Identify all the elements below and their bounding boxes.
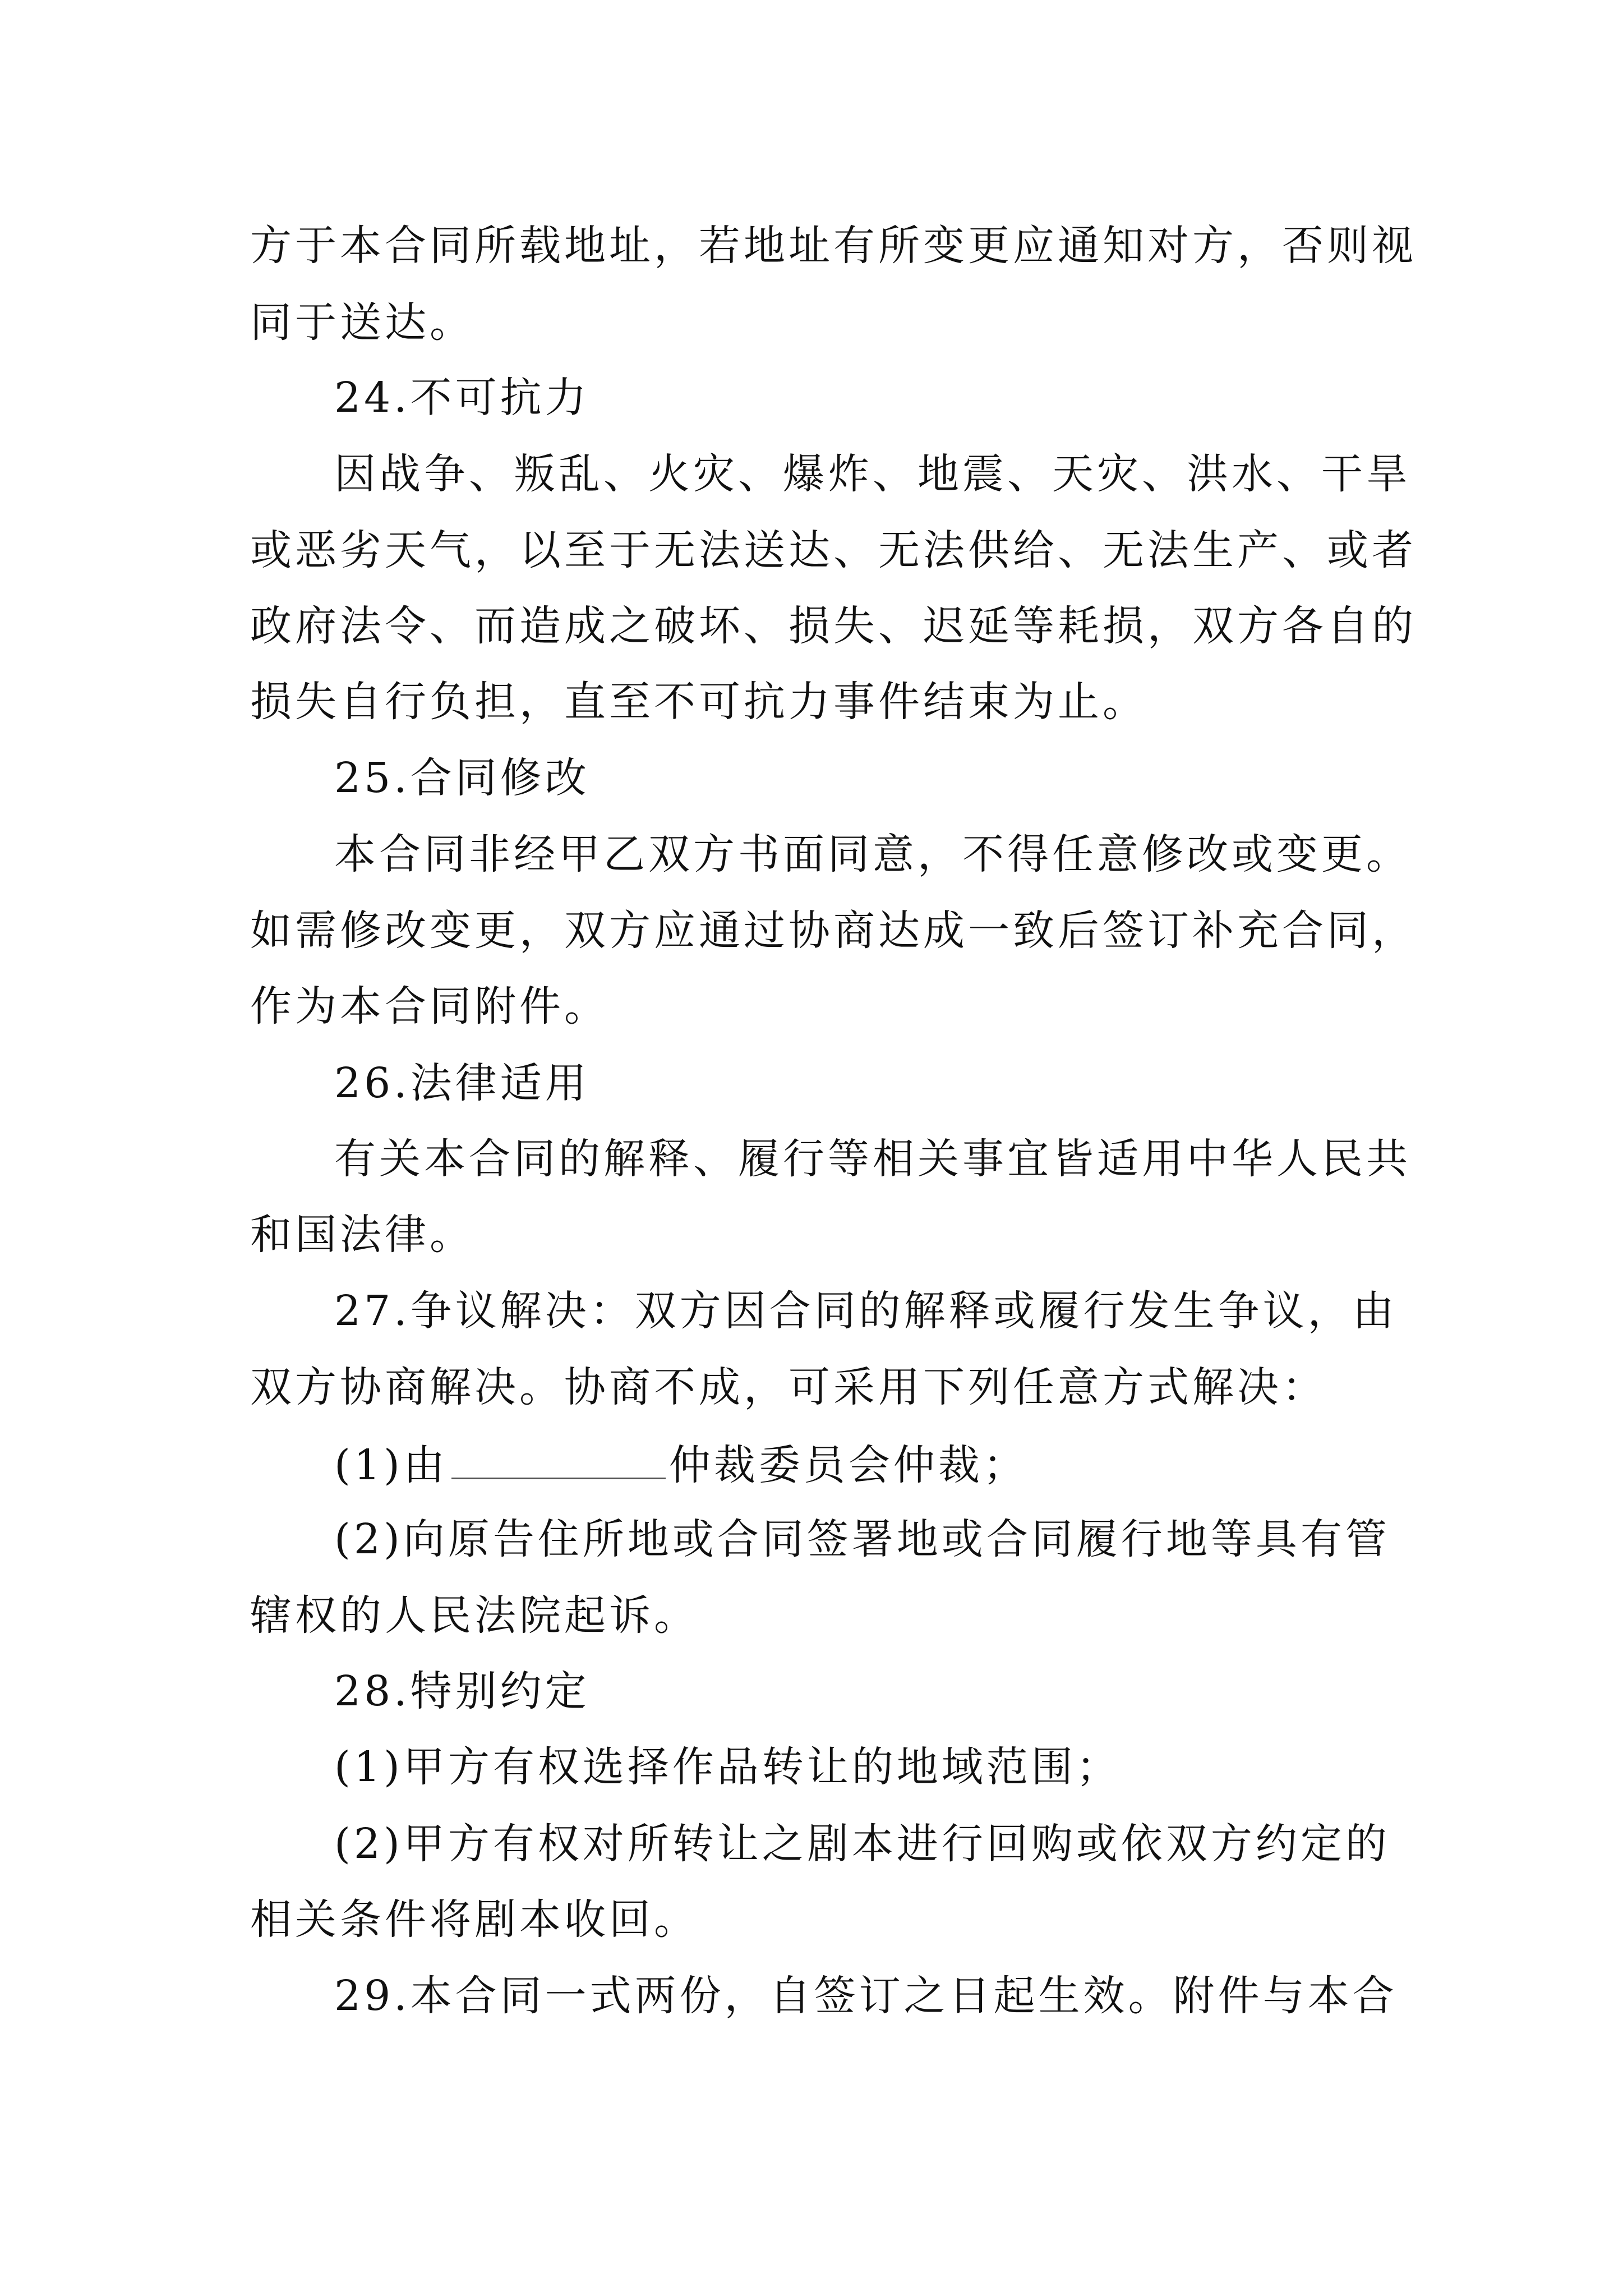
section-heading-29: 29.本合同一式两份，自签订之日起生效。附件与本合 <box>334 1972 1398 2020</box>
paragraph-line: 辖权的人民法院起诉。 <box>250 1591 699 1640</box>
paragraph-line: 方于本合同所载地址，若地址有所变更应通知对方，否则视 <box>250 222 1417 270</box>
paragraph-line: 同于送达。 <box>250 298 474 347</box>
section-heading-26: 26.法律适用 <box>334 1059 590 1107</box>
section-heading-27: 27.争议解决：双方因合同的解释或履行发生争议，由 <box>334 1287 1398 1335</box>
arbitration-option-line <box>334 1437 1028 1489</box>
paragraph-line: 和国法律。 <box>250 1211 474 1259</box>
section-heading-24: 24.不可抗力 <box>334 374 590 422</box>
paragraph-line: (2)向原告住所地或合同签署地或合同履行地等具有管 <box>334 1515 1390 1563</box>
paragraph-line: 双方协商解决。协商不成，可采用下列任意方式解决： <box>250 1363 1327 1411</box>
section-heading-28: 28.特别约定 <box>334 1667 590 1715</box>
arbitration-blank-field <box>451 1437 666 1479</box>
paragraph-line: 本合同非经甲乙双方书面同意，不得任意修改或变更。 <box>334 830 1411 878</box>
paragraph-line: (1)甲方有权选择作品转让的地域范围； <box>334 1743 1121 1791</box>
arbitration-suffix: 仲裁委员会仲裁； <box>668 1441 1028 1489</box>
paragraph-line: 因战争、叛乱、火灾、爆炸、地震、天灾、洪水、干旱 <box>334 450 1411 498</box>
paragraph-line: 损失自行负担，直至不可抗力事件结束为止。 <box>250 678 1147 726</box>
paragraph-line: 政府法令、而造成之破坏、损失、迟延等耗损，双方各自的 <box>250 602 1417 650</box>
paragraph-line: 有关本合同的解释、履行等相关事宜皆适用中华人民共 <box>334 1135 1411 1183</box>
paragraph-line: (2)甲方有权对所转让之剧本进行回购或依双方约定的 <box>334 1820 1390 1868</box>
paragraph-line: 如需修改变更，双方应通过协商达成一致后签订补充合同， <box>250 907 1417 955</box>
arbitration-prefix: (1)由 <box>334 1441 448 1489</box>
paragraph-line: 相关条件将剧本收回。 <box>250 1895 699 1944</box>
paragraph-line: 或恶劣天气，以至于无法送达、无法供给、无法生产、或者 <box>250 526 1417 574</box>
paragraph-line: 作为本合同附件。 <box>250 982 609 1030</box>
section-heading-25: 25.合同修改 <box>334 754 590 802</box>
